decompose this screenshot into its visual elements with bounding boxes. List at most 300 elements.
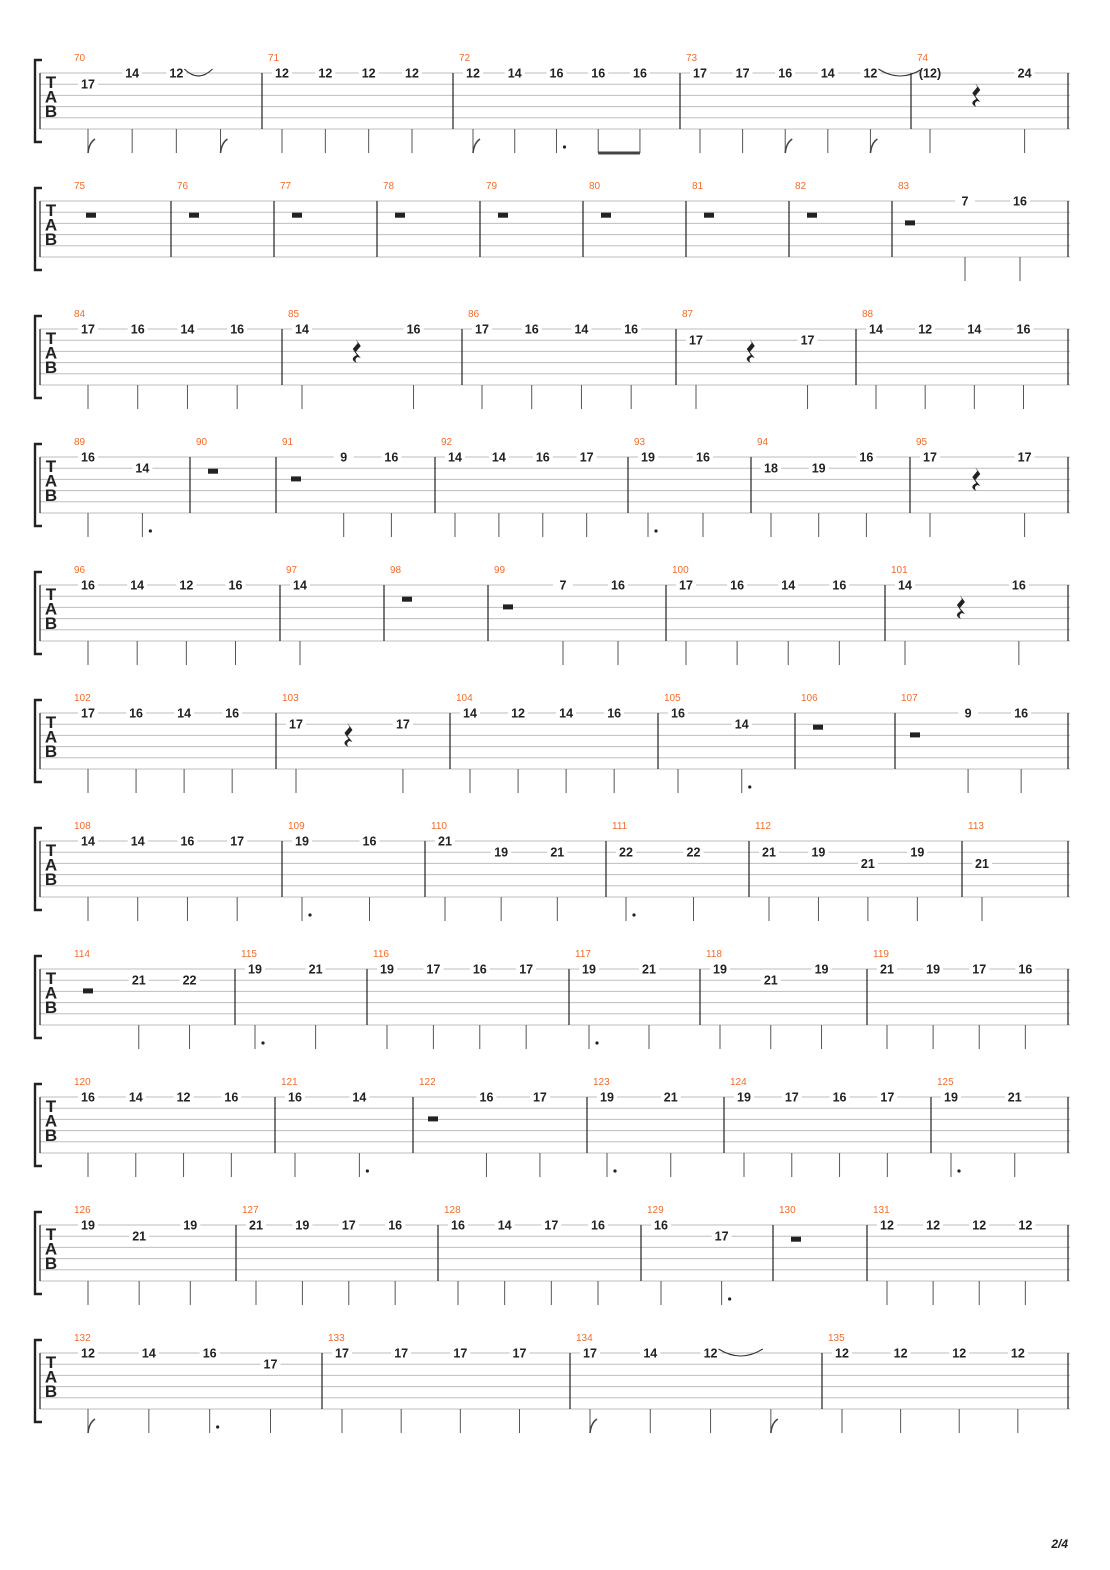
fret-number: 14	[130, 834, 145, 849]
fret-number: 12	[835, 1346, 849, 1361]
fret-number: 12	[880, 1218, 894, 1233]
measure-number: 133	[328, 1333, 345, 1344]
fret-number: 7	[961, 194, 969, 209]
fret-number: 12	[893, 1346, 908, 1361]
system-bracket	[35, 316, 42, 398]
system	[35, 1205, 1070, 1305]
fret-number: 16	[130, 322, 145, 337]
fret-number: 19	[183, 1218, 198, 1233]
rhythm-dot	[613, 1169, 616, 1172]
measure-number: 105	[664, 693, 681, 704]
fret-number: 17	[475, 322, 489, 337]
fret-number: 14	[141, 1346, 156, 1361]
tab-clef-letter: A	[44, 87, 58, 107]
fret-number: 16	[1014, 706, 1029, 721]
whole-rest	[807, 213, 817, 218]
measure-number: 92	[441, 437, 453, 448]
fret-number: 16	[388, 1218, 403, 1233]
fret-number: 17	[679, 578, 693, 593]
tab-clef-letter: B	[44, 614, 58, 633]
fret-number: 21	[1007, 1090, 1022, 1105]
system-bracket	[35, 828, 42, 910]
tab-clef-letter: A	[44, 727, 58, 747]
rhythm-dot	[595, 1041, 598, 1044]
fret-number: 17	[263, 1357, 278, 1372]
tab-clef-letter: A	[44, 343, 58, 363]
measure-number: 76	[177, 181, 189, 192]
tab-clef-letter: A	[44, 1367, 58, 1387]
fret-number: 24	[1017, 66, 1032, 81]
fret-number: 12	[179, 578, 194, 593]
rhythm-dot	[149, 529, 152, 532]
fret-number: 21	[438, 834, 452, 849]
measure-number: 89	[74, 437, 86, 448]
measure-number: 84	[74, 309, 86, 320]
fret-number: 21	[131, 973, 146, 988]
tab-clef-letter: B	[44, 1254, 58, 1273]
fret-number: 16	[832, 578, 847, 593]
fret-number: 16	[362, 834, 377, 849]
system	[35, 53, 1070, 153]
measure-number: 95	[916, 437, 928, 448]
measure-number: 82	[795, 181, 807, 192]
fret-number: 16	[451, 1218, 465, 1233]
measure-number: 126	[74, 1205, 91, 1216]
tab-clef-letter: B	[44, 230, 58, 249]
fret-number: 21	[763, 973, 778, 988]
fret-number: 17	[341, 1218, 356, 1233]
fret-number: 14	[177, 706, 192, 721]
fret-number: 17	[289, 717, 303, 732]
fret-number: 16	[81, 450, 95, 465]
tab-clef-letter: T	[45, 969, 57, 988]
fret-number: 14	[130, 578, 145, 593]
eighth-flag	[88, 1419, 95, 1433]
tab-clef-letter: T	[45, 713, 57, 732]
rhythm-dot	[216, 1425, 219, 1428]
fret-number: 14	[491, 450, 506, 465]
fret-number: 12	[703, 1346, 718, 1361]
whole-rest	[791, 1237, 801, 1242]
measure-number: 87	[682, 309, 694, 320]
fret-number: 16	[591, 1218, 605, 1233]
measure-number: 100	[672, 565, 689, 576]
fret-number: 19	[811, 461, 826, 476]
measure-number: 117	[575, 949, 591, 960]
system-bracket	[35, 956, 42, 1038]
fret-number: 21	[880, 962, 894, 977]
fret-number: 16	[633, 66, 647, 81]
fret-number: 14	[135, 461, 150, 476]
rhythm-dot	[261, 1041, 264, 1044]
measure-number: 70	[74, 53, 86, 64]
fret-number: 19	[926, 962, 941, 977]
fret-number: 19	[814, 962, 829, 977]
system-bracket	[35, 1340, 42, 1422]
fret-number: 19	[81, 1218, 95, 1233]
rhythm-dot	[366, 1169, 369, 1172]
whole-rest	[704, 213, 714, 218]
fret-number: 17	[689, 333, 703, 348]
page-number: 2/4	[1051, 1537, 1068, 1551]
tab-clef-letter: A	[44, 855, 58, 875]
fret-number: 17	[544, 1218, 559, 1233]
fret-number: 21	[308, 962, 323, 977]
fret-number: 17	[532, 1090, 547, 1105]
fret-number: 12	[318, 66, 333, 81]
measure-number: 108	[74, 821, 91, 832]
system	[35, 1333, 1070, 1433]
fret-number: 12	[1010, 1346, 1025, 1361]
fret-number: 16	[591, 66, 606, 81]
measure-number: 78	[383, 181, 395, 192]
tab-clef-letter: B	[44, 486, 58, 505]
measure-number: 121	[281, 1077, 298, 1088]
measure-number: 93	[634, 437, 646, 448]
measure-number: 112	[755, 821, 771, 832]
system-bracket	[35, 1212, 42, 1294]
measure-number: 128	[444, 1205, 461, 1216]
fret-number: 14	[781, 578, 796, 593]
fret-number: 17	[395, 717, 410, 732]
eighth-flag	[221, 139, 228, 153]
system	[35, 1077, 1070, 1177]
tab-clef-letter: B	[44, 998, 58, 1017]
measure-number: 111	[612, 821, 628, 832]
whole-rest	[402, 597, 412, 602]
rhythm-dot	[957, 1169, 960, 1172]
fret-number: 16	[730, 578, 745, 593]
fret-number: 12	[81, 1346, 95, 1361]
whole-rest	[189, 213, 199, 218]
fret-number: 17	[81, 77, 95, 92]
fret-number: 19	[641, 450, 655, 465]
fret-number: 16	[228, 578, 243, 593]
fret-number: 9	[964, 706, 972, 721]
fret-number: 16	[384, 450, 399, 465]
fret-number: 16	[778, 66, 793, 81]
measure-number: 118	[706, 949, 722, 960]
fret-number: 16	[81, 1090, 95, 1105]
fret-number: 16	[288, 1090, 302, 1105]
measure-number: 110	[431, 821, 447, 832]
whole-rest	[395, 213, 405, 218]
fret-number: 19	[737, 1090, 751, 1105]
fret-number: 14	[293, 578, 307, 593]
fret-number: 19	[713, 962, 727, 977]
fret-number: 17	[81, 706, 95, 721]
whole-rest	[813, 725, 823, 730]
fret-number: 19	[910, 845, 925, 860]
measure-number: 120	[74, 1077, 91, 1088]
fret-number: 16	[406, 322, 421, 337]
tab-clef-letter: T	[45, 201, 57, 220]
tab-clef-letter: B	[44, 102, 58, 121]
fret-number: 16	[202, 1346, 217, 1361]
fret-number: 19	[248, 962, 262, 977]
fret-number: 12	[169, 66, 184, 81]
tab-clef-letter: T	[45, 73, 57, 92]
measure-number: 102	[74, 693, 91, 704]
measure-number: 122	[419, 1077, 436, 1088]
fret-number: 21	[663, 1090, 678, 1105]
fret-number: 12	[918, 322, 933, 337]
measure-number: 72	[459, 53, 471, 64]
fret-number: 16	[524, 322, 539, 337]
measure-number: 85	[288, 309, 300, 320]
system-bracket	[35, 60, 42, 142]
measure-number: 75	[74, 181, 86, 192]
fret-number: 21	[550, 845, 565, 860]
fret-number: 17	[335, 1346, 349, 1361]
tab-clef-letter: A	[44, 215, 58, 235]
fret-number: 16	[624, 322, 639, 337]
system-bracket	[35, 572, 42, 654]
fret-number: 17	[453, 1346, 468, 1361]
fret-number: 14	[507, 66, 522, 81]
fret-number: 16	[535, 450, 550, 465]
fret-number: 12	[952, 1346, 967, 1361]
system-bracket	[35, 444, 42, 526]
measure-number: 90	[196, 437, 208, 448]
tab-clef-letter: A	[44, 983, 58, 1003]
tab-clef-letter: T	[45, 329, 57, 348]
fret-number: 16	[479, 1090, 494, 1105]
whole-rest	[292, 213, 302, 218]
fret-number: 17	[519, 962, 534, 977]
measure-number: 107	[901, 693, 918, 704]
fret-number: 16	[654, 1218, 668, 1233]
fret-number: 21	[762, 845, 776, 860]
half-rest	[905, 220, 915, 225]
measure-number: 104	[456, 693, 473, 704]
fret-number: 14	[125, 66, 140, 81]
measure-number: 74	[917, 53, 929, 64]
system	[35, 309, 1070, 409]
fret-number: 14	[967, 322, 982, 337]
tab-clef-letter: B	[44, 358, 58, 377]
measure-number: 106	[801, 693, 818, 704]
fret-number: 22	[619, 845, 633, 860]
fret-number: 12	[972, 1218, 987, 1233]
system-bracket	[35, 188, 42, 270]
half-rest	[83, 988, 93, 993]
tab-clef-letter: A	[44, 599, 58, 619]
fret-number: 17	[394, 1346, 409, 1361]
fret-number: 22	[686, 845, 701, 860]
fret-number: 14	[559, 706, 574, 721]
fret-number: 14	[352, 1090, 367, 1105]
system	[35, 821, 1070, 921]
fret-number: 14	[820, 66, 835, 81]
fret-number: 14	[463, 706, 477, 721]
fret-number: 19	[295, 1218, 310, 1233]
fret-number: 14	[643, 1346, 658, 1361]
fret-number: 14	[295, 322, 309, 337]
measure-number: 77	[280, 181, 292, 192]
fret-number: 16	[129, 706, 144, 721]
fret-number: 14	[81, 834, 95, 849]
fret-number: 14	[448, 450, 462, 465]
tab-clef-letter: B	[44, 1382, 58, 1401]
fret-number: 21	[132, 1229, 147, 1244]
eighth-flag	[590, 1419, 597, 1433]
fret-number: 12	[466, 66, 480, 81]
fret-number: 9	[340, 450, 348, 465]
measure-number: 134	[576, 1333, 593, 1344]
tab-clef-letter: A	[44, 1111, 58, 1131]
fret-number: 17	[880, 1090, 895, 1105]
fret-number: 17	[735, 66, 750, 81]
fret-number: 21	[975, 856, 989, 871]
fret-number: 14	[128, 1090, 143, 1105]
measure-number: 132	[74, 1333, 91, 1344]
measure-number: 71	[268, 53, 280, 64]
measure-number: 103	[282, 693, 299, 704]
measure-number: 135	[828, 1333, 845, 1344]
measure-number: 124	[730, 1077, 747, 1088]
fret-number: 16	[671, 706, 685, 721]
fret-number: 16	[859, 450, 874, 465]
fret-number: 21	[249, 1218, 263, 1233]
fret-number: 21	[642, 962, 656, 977]
measure-number: 94	[757, 437, 769, 448]
measure-number: 97	[286, 565, 298, 576]
measure-number: 101	[891, 565, 908, 576]
eighth-flag	[785, 139, 792, 153]
measure-number: 114	[74, 949, 90, 960]
measure-number: 130	[779, 1205, 796, 1216]
fret-number: (12)	[918, 66, 942, 81]
fret-number: 19	[582, 962, 596, 977]
fret-number: 21	[860, 856, 875, 871]
rhythm-dot	[654, 529, 657, 532]
half-rest	[291, 476, 301, 481]
whole-rest	[601, 213, 611, 218]
fret-number: 16	[696, 450, 710, 465]
fret-number: 16	[1018, 962, 1033, 977]
tab-clef-letter: B	[44, 742, 58, 761]
fret-number: 12	[275, 66, 289, 81]
fret-number: 19	[600, 1090, 614, 1105]
fret-number: 17	[923, 450, 937, 465]
system-bracket	[35, 1084, 42, 1166]
fret-number: 16	[1011, 578, 1026, 593]
fret-number: 16	[224, 1090, 239, 1105]
measure-number: 86	[468, 309, 480, 320]
tab-clef-letter: T	[45, 1225, 57, 1244]
system	[35, 181, 1070, 281]
measure-number: 115	[241, 949, 257, 960]
tab-clef-letter: A	[44, 471, 58, 491]
measure-number: 119	[873, 949, 889, 960]
fret-number: 16	[230, 322, 245, 337]
fret-number: 19	[811, 845, 826, 860]
measure-number: 91	[282, 437, 294, 448]
measure-number: 129	[647, 1205, 664, 1216]
fret-number: 16	[832, 1090, 847, 1105]
measure-number: 83	[898, 181, 910, 192]
fret-number: 17	[693, 66, 707, 81]
fret-number: 14	[898, 578, 912, 593]
system	[35, 437, 1070, 537]
fret-number: 19	[380, 962, 394, 977]
eighth-flag	[771, 1419, 778, 1433]
measure-number: 79	[486, 181, 498, 192]
tab-clef-letter: A	[44, 1239, 58, 1259]
system	[35, 693, 1070, 793]
tab-clef-letter: B	[44, 870, 58, 889]
fret-number: 14	[869, 322, 883, 337]
system	[35, 565, 1070, 665]
tab-clef-letter: T	[45, 841, 57, 860]
measure-number: 131	[873, 1205, 890, 1216]
measure-number: 123	[593, 1077, 610, 1088]
fret-number: 17	[81, 322, 95, 337]
system-bracket	[35, 700, 42, 782]
half-rest	[910, 732, 920, 737]
fret-number: 12	[361, 66, 376, 81]
fret-number: 17	[800, 333, 815, 348]
measure-number: 98	[390, 565, 402, 576]
fret-number: 17	[230, 834, 245, 849]
rhythm-dot	[632, 913, 635, 916]
fret-number: 16	[1013, 194, 1027, 209]
measure-number: 73	[686, 53, 698, 64]
rhythm-dot	[563, 145, 566, 148]
rhythm-dot	[748, 785, 751, 788]
fret-number: 22	[182, 973, 197, 988]
fret-number: 17	[972, 962, 987, 977]
fret-number: 16	[81, 578, 95, 593]
whole-rest	[208, 469, 218, 474]
fret-number: 17	[714, 1229, 729, 1244]
fret-number: 17	[784, 1090, 799, 1105]
measure-number: 116	[373, 949, 389, 960]
rhythm-dot	[728, 1297, 731, 1300]
fret-number: 17	[579, 450, 594, 465]
tab-clef-letter: T	[45, 585, 57, 604]
fret-number: 7	[559, 578, 567, 593]
fret-number: 12	[926, 1218, 941, 1233]
fret-number: 17	[512, 1346, 527, 1361]
fret-number: 17	[426, 962, 441, 977]
fret-number: 19	[944, 1090, 958, 1105]
measure-number: 113	[968, 821, 984, 832]
half-rest	[428, 1116, 438, 1121]
half-rest	[503, 604, 513, 609]
fret-number: 12	[511, 706, 526, 721]
measure-number: 99	[494, 565, 506, 576]
fret-number: 16	[472, 962, 487, 977]
fret-number: 14	[180, 322, 195, 337]
fret-number: 16	[549, 66, 564, 81]
fret-number: 16	[607, 706, 622, 721]
fret-number: 16	[225, 706, 240, 721]
fret-number: 16	[180, 834, 195, 849]
measure-number: 96	[74, 565, 86, 576]
fret-number: 14	[574, 322, 589, 337]
fret-number: 19	[494, 845, 509, 860]
fret-number: 12	[1018, 1218, 1033, 1233]
eighth-flag	[473, 139, 480, 153]
eighth-flag	[88, 139, 95, 153]
fret-number: 12	[176, 1090, 191, 1105]
whole-rest	[498, 213, 508, 218]
measure-number: 81	[692, 181, 704, 192]
fret-number: 17	[583, 1346, 597, 1361]
fret-number: 12	[405, 66, 419, 81]
